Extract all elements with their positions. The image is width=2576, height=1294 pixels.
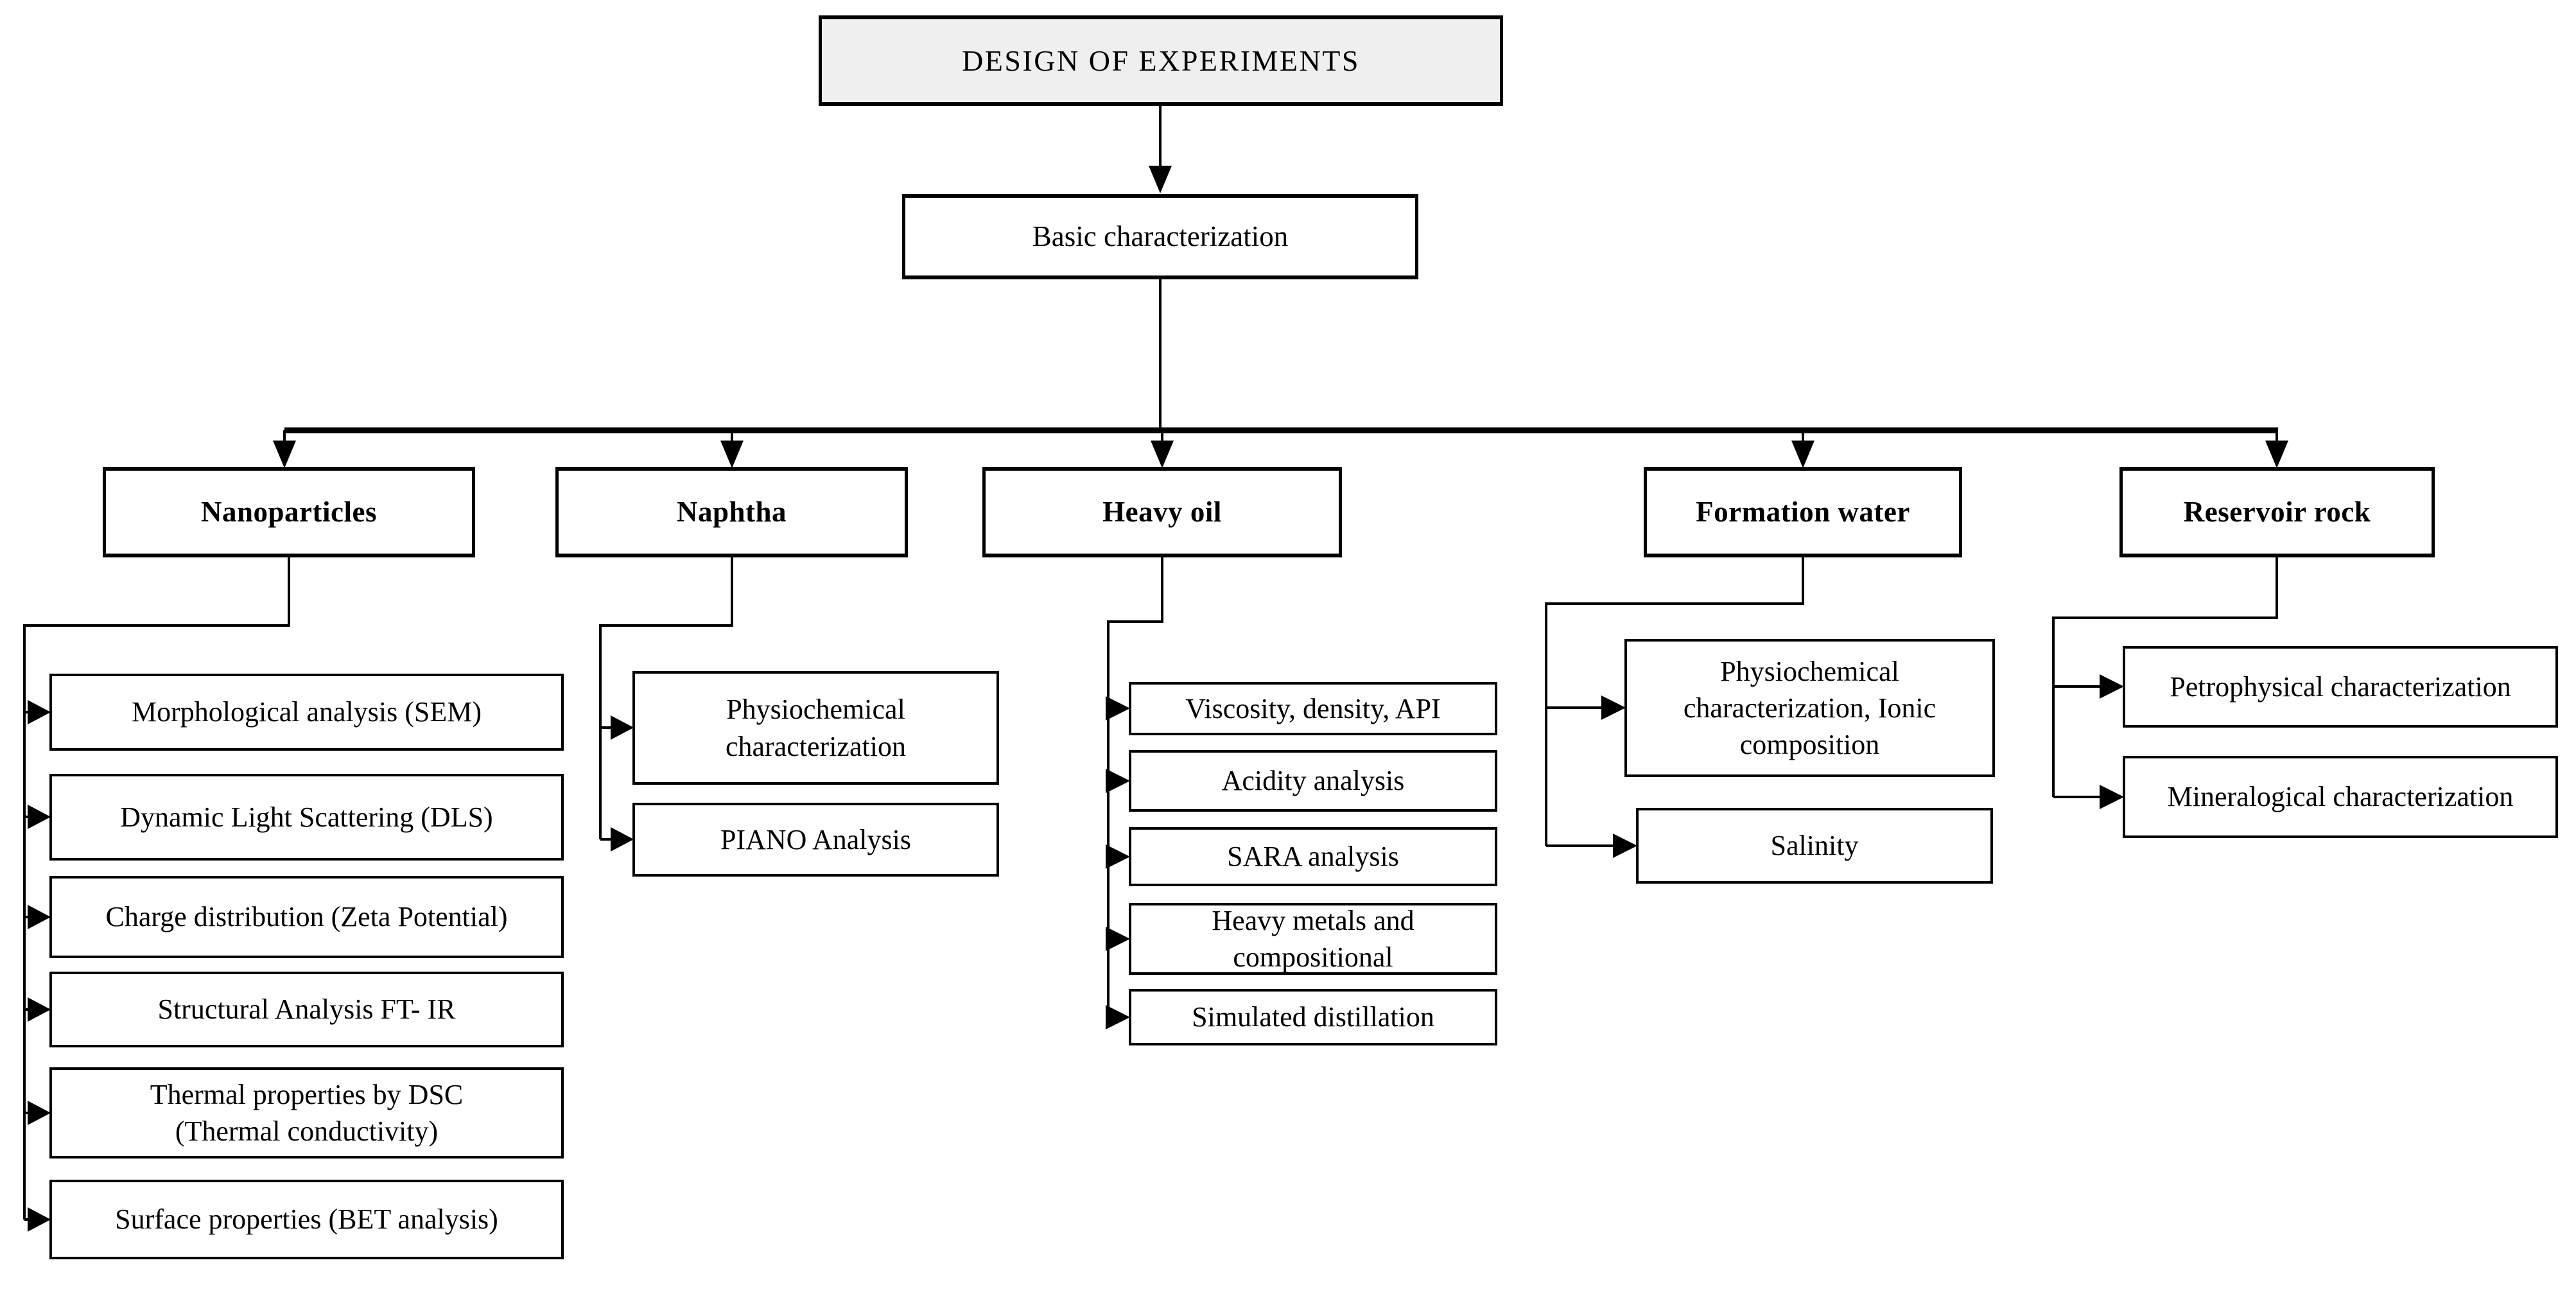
node-acidity-analysis: Acidity analysis [1129,750,1497,812]
node-mineralogical-characterization: Mineralogical characterization [2123,756,2558,838]
node-sara-analysis: SARA analysis [1129,827,1497,886]
arrowhead-root [1149,166,1172,193]
arrowhead-formation-water [1791,441,1815,468]
arrowhead-heavy-oil [1151,441,1174,468]
node-thermal-properties-dsc: Thermal properties by DSC (Thermal conductivity) [49,1067,564,1158]
arrowhead-nanoparticles [273,441,296,468]
arrowhead-naphtha [720,441,744,468]
node-physiochemical-characterization: Physiochemical characterization [632,671,999,785]
node-surface-properties-bet: Surface properties (BET analysis) [49,1180,564,1259]
node-structural-analysis-ft-ir: Structural Analysis FT- IR [49,972,564,1047]
root-label: Basic characterization [1032,220,1289,253]
node-piano-analysis: PIANO Analysis [632,803,999,877]
branch-box-naphtha: Naphtha [555,467,908,557]
node-heavy-metals-compositional: Heavy metals and compositional [1129,903,1497,975]
node-charge-distribution-zeta-potential: Charge distribution (Zeta Potential) [49,876,564,958]
basic-characterization-box [902,194,1418,279]
node-viscosity-density-api: Viscosity, density, API [1129,682,1497,735]
title-label: DESIGN OF EXPERIMENTS [962,44,1360,77]
branch-box-nanoparticles: Nanoparticles [103,467,475,557]
node-simulated-distillation: Simulated distillation [1129,989,1497,1045]
node-morphological-analysis-sem: Morphological analysis (SEM) [49,674,564,751]
arrowhead-reservoir-rock [2265,441,2288,468]
branch-box-formation-water: Formation water [1644,467,1962,557]
branch-box-heavy-oil: Heavy oil [982,467,1342,557]
node-dynamic-light-scattering-dls: Dynamic Light Scattering (DLS) [49,774,564,861]
node-petrophysical-characterization: Petrophysical characterization [2123,646,2558,728]
branch-box-reservoir-rock: Reservoir rock [2119,467,2435,557]
design-of-experiments-box [819,15,1503,106]
node-physiochemical-ionic-composition: Physiochemical characterization, Ionic composition [1624,639,1995,777]
node-salinity: Salinity [1636,808,1993,884]
